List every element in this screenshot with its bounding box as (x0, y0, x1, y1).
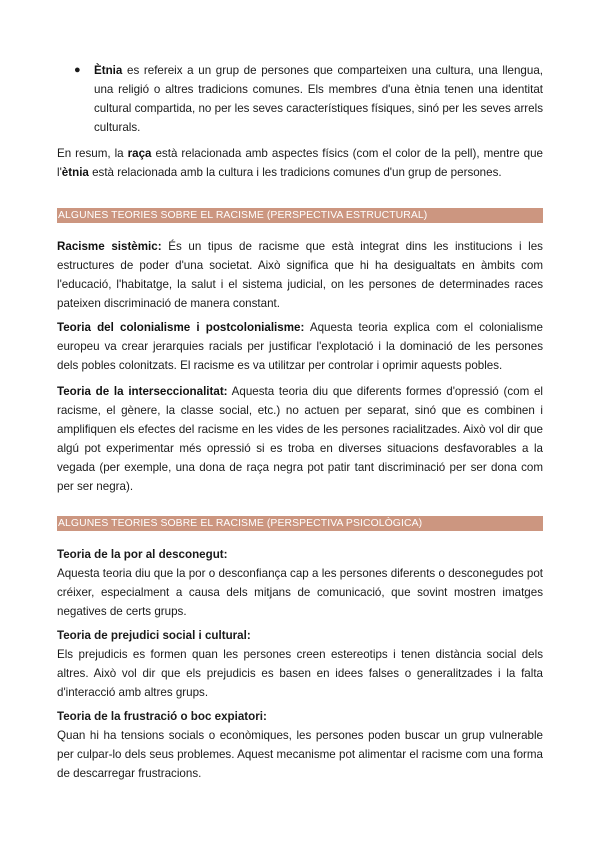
item-term: Racisme sistèmic: (57, 240, 162, 253)
item-term: Teoria del colonialisme i postcolonialisme: (57, 321, 305, 334)
item-text: Els prejudicis es formen quan les persones creen estereotips i tenen distància social dels altres. Això vol dir que els prejudicis es basen en idees falses o generalitzades i la falta d'interacció amb altres grups. (57, 648, 543, 699)
item-term: Teoria de la por al desconegut: (57, 548, 228, 561)
etnia-term: Ètnia (94, 64, 123, 77)
item-text: Aquesta teoria diu que diferents formes d'opressió (com el racisme, el gènere, la classe social, etc.) no actuen per separat, sinó que es combinen i amplifiquen els efectes del racisme en les vides de les persones racialitzades. Això vol dir que algú pot experimentar més opressió si es troba en diverses situacions desfavorables a la vegada (per exemple, una dona de raça negra pot patir tant discriminació per ser dona com per ser negra). (57, 385, 543, 493)
item-text: És un tipus de racisme que està integrat dins les institucions i les estructures de poder d'una societat. Això significa que hi ha desigualtats en àmbits com l'educació, l'habitatge, la salut i el sistema judicial, on les persones de determinades races pateixen discriminació de manera constant. (57, 240, 543, 310)
psychological-item-2 (57, 626, 543, 702)
summary-raca: raça (127, 147, 152, 160)
summary-text-3: està relacionada amb la cultura i les tradicions comunes d'un grup de persones. (88, 166, 502, 179)
summary-etnia: ètnia (61, 166, 89, 179)
psychological-item-1 (57, 545, 543, 621)
summary-text-1: En resum, la (57, 147, 128, 160)
etnia-desc: es refereix a un grup de persones que comparteixen una cultura, una llengua, una religió o altres tradicions comunes. Els membres d'una ètnia tenen una identitat cultural compartida, no per les seves característiques físiques, sinó per les seves arrels culturals. (94, 64, 543, 134)
item-text: Aquesta teoria explica com el colonialisme europeu va crear jerarquies racials per justificar l'explotació i la dominació de les persones dels pobles colonitzats. El racisme es va utilitzar per controlar i oprimir aquests pobles. (57, 321, 543, 372)
item-text: Quan hi ha tensions socials o econòmiques, les persones poden buscar un grup vulnerable per culpar-lo dels seus problemes. Aquest mecanisme pot alimentar el racisme com una forma de descarregar frustracions. (57, 729, 543, 780)
item-text: Aquesta teoria diu que la por o desconfiança cap a les persones diferents o desconegudes pot créixer, especialment a causa dels mitjans de comunicació, que sovint mostren imatges negatives de certs grups. (57, 567, 543, 618)
structural-item-3 (57, 382, 543, 496)
summary-paragraph (57, 144, 543, 182)
section-heading-psychological: ALGUNES TEORIES SOBRE EL RACISME (PERSPECTIVA PSICOLÒGICA) (57, 516, 543, 531)
item-term: Teoria de la frustració o boc expiatori: (57, 710, 267, 723)
summary-text-2: està relacionada amb aspectes físics (com el color de la pell), mentre que l' (57, 147, 543, 179)
bullet-item-etnia (74, 61, 543, 137)
etnia-paragraph (80, 61, 543, 137)
bullet-dot-icon: ● (74, 64, 81, 76)
item-term: Teoria de prejudici social i cultural: (57, 629, 251, 642)
psychological-item-3 (57, 707, 543, 783)
structural-item-1 (57, 237, 543, 313)
section-heading-structural: ALGUNES TEORIES SOBRE EL RACISME (PERSPECTIVA ESTRUCTURAL) (57, 208, 543, 223)
structural-item-2 (57, 318, 543, 375)
item-term: Teoria de la interseccionalitat: (57, 385, 228, 398)
